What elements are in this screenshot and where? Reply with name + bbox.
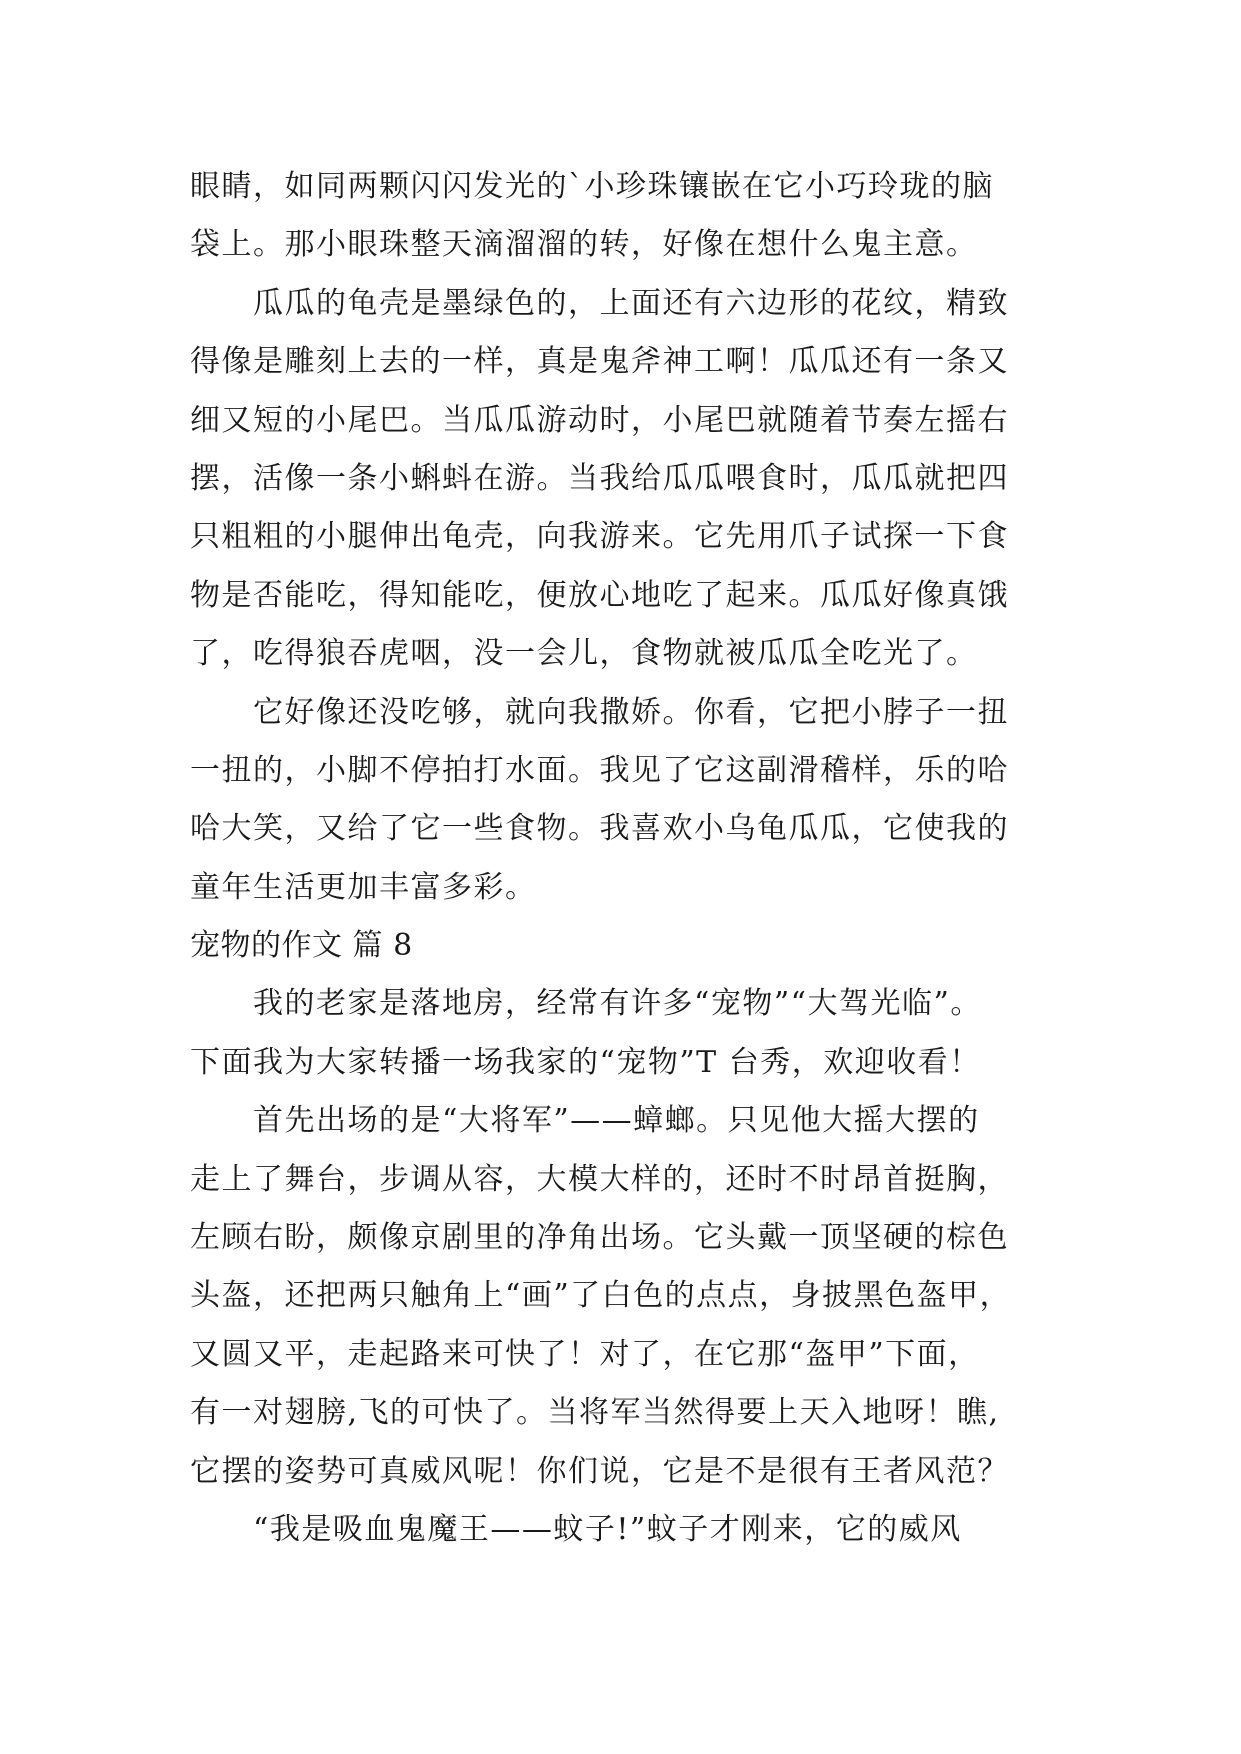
text-line: 童年生活更加丰富多彩。 (190, 869, 537, 905)
text-line: 我的老家是落地房，经常有许多“宠物”“大驾光临”。 (253, 986, 982, 1022)
text-line: 细又短的小尾巴。当瓜瓜游动时，小尾巴就随着节奏左摇右 (190, 402, 1009, 438)
text-line: 眼睛，如同两颗闪闪发光的`小珍珠镶嵌在它小巧玲珑的脑 (190, 169, 994, 204)
text-line: 摆，活像一条小蝌蚪在游。当我给瓜瓜喂食时，瓜瓜就把四 (190, 460, 1009, 496)
text-line: 它好像还没吃够，就向我撒娇。你看，它把小脖子一扭 (253, 694, 1009, 730)
text-line: 袋上。那小眼珠整天滴溜溜的转，好像在想什么鬼主意。 (190, 227, 978, 263)
text-line: 一扭的，小脚不停拍打水面。我见了它这副滑稽样，乐的哈 (190, 752, 1009, 788)
text-line: 头盔，还把两只触角上“画”了白色的点点，身披黑色盔甲， (190, 1278, 1012, 1314)
text-line: 只粗粗的小腿伸出龟壳，向我游来。它先用爪子试探一下食 (190, 519, 1009, 555)
text-line: 了，吃得狼吞虎咽，没一会儿，食物就被瓜瓜全吃光了。 (190, 636, 978, 672)
text-line: 下面我为大家转播一场我家的“宠物”T 台秀，欢迎收看！ (190, 1044, 981, 1080)
text-line: “我是吸血鬼魔王——蚊子!”蚊子才刚来，它的威风 (253, 1511, 962, 1547)
text-line: 哈大笑，又给了它一些食物。我喜欢小乌龟瓜瓜，它使我的 (190, 811, 1009, 847)
text-line: 瓜瓜的龟壳是墨绿色的，上面还有六边形的花纹，精致 (253, 285, 1009, 321)
text-line: 又圆又平，走起路来可快了！对了，在它那“盔甲”下面， (190, 1336, 980, 1372)
text-line: 左顾右盼，颇像京剧里的净角出场。它头戴一顶坚硬的棕色 (190, 1220, 1009, 1256)
text-line: 它摆的姿势可真威风呢！你们说，它是不是很有王者风范？ (190, 1453, 1009, 1489)
essay-text (190, 158, 1070, 1559)
text-line: 走上了舞台，步调从容，大模大样的，还时不时昂首挺胸， (190, 1161, 1009, 1197)
text-line: 物是否能吃，得知能吃，便放心地吃了起来。瓜瓜好像真饿 (190, 577, 1009, 613)
text-line: 首先出场的是“大将军”——蟑螂。只见他大摇大摆的 (253, 1103, 980, 1139)
text-line: 有一对翅膀,飞的可快了。当将军当然得要上天入地呀！瞧, (190, 1395, 1000, 1431)
section-heading: 宠物的作文 篇 8 (190, 928, 413, 964)
text-line: 得像是雕刻上去的一样，真是鬼斧神工啊！瓜瓜还有一条又 (190, 344, 1009, 380)
